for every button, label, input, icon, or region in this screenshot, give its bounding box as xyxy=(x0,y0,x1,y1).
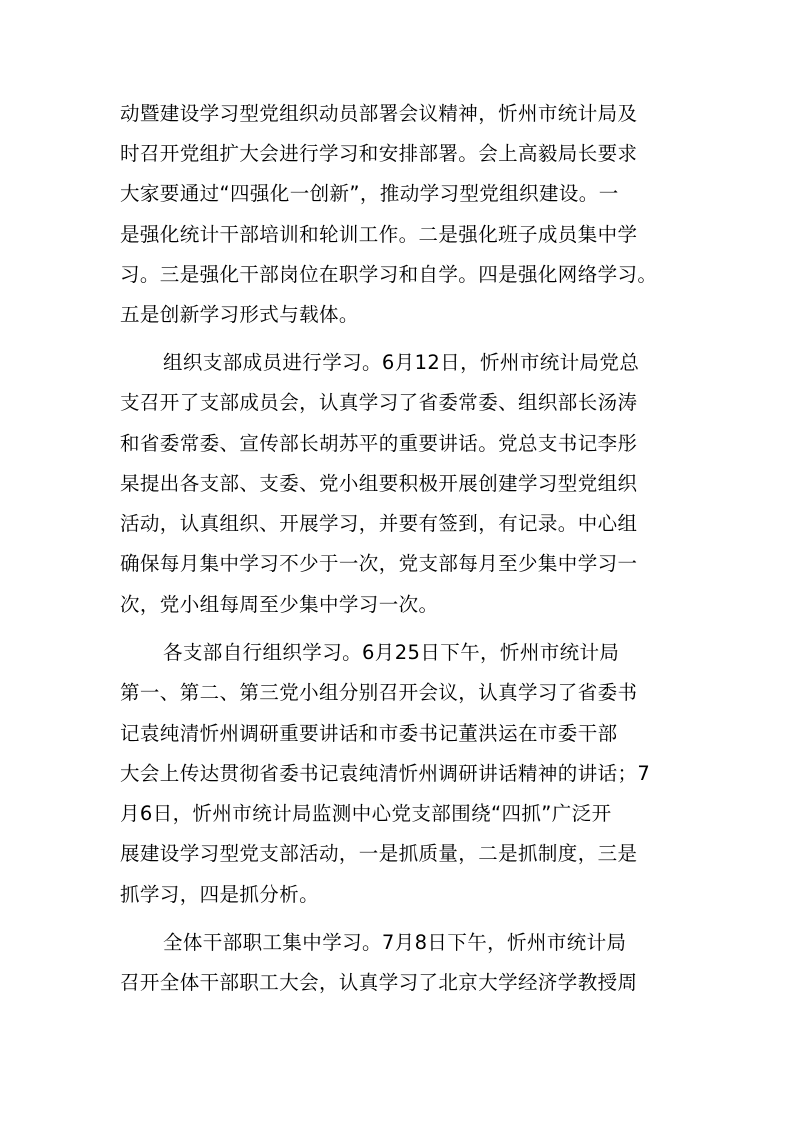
body-line: 召开全体干部职工大会，认真学习了北京大学经济学教授周 xyxy=(120,971,638,994)
body-line: 支召开了支部成员会，认真学习了省委常委、组织部长汤涛 xyxy=(120,391,638,414)
body-line: 展建设学习型党支部活动，一是抓质量，二是抓制度，三是 xyxy=(120,842,638,865)
body-line: 活动，认真组织、开展学习，并要有签到，有记录。中心组 xyxy=(120,512,638,535)
body-line: 动暨建设学习型党组织动员部署会议精神，忻州市统计局及 xyxy=(120,102,638,125)
body-line: 月6日，忻州市统计局监测中心党支部围绕“四抓”广泛开 xyxy=(120,802,612,825)
body-line: 和省委常委、宣传部长胡苏平的重要讲话。党总支书记李彤 xyxy=(120,432,638,455)
paragraph-start-line: 各支部自行组织学习。6月25日下午，忻州市统计局 xyxy=(163,641,620,664)
body-line: 抓学习，四是抓分析。 xyxy=(120,883,320,906)
paragraph-start-line: 组织支部成员进行学习。6月12日，忻州市统计局党总 xyxy=(163,351,640,374)
body-line: 杲提出各支部、支委、党小组要积极开展创建学习型党组织 xyxy=(120,472,638,495)
body-line: 大会上传达贯彻省委书记袁纯清忻州调研讲话精神的讲话；7 xyxy=(120,762,651,785)
body-line: 时召开党组扩大会进行学习和安排部署。会上高毅局长要求 xyxy=(120,142,638,165)
body-line: 确保每月集中学习不少于一次，党支部每月至少集中学习一 xyxy=(120,552,638,575)
body-line: 第一、第二、第三党小组分别召开会议，认真学习了省委书 xyxy=(120,681,638,704)
body-line: 次，党小组每周至少集中学习一次。 xyxy=(120,593,439,616)
body-line: 五是创新学习形式与载体。 xyxy=(120,303,359,326)
paragraph-start-line: 全体干部职工集中学习。7月8日下午，忻州市统计局 xyxy=(163,931,627,954)
body-line: 记袁纯清忻州调研重要讲话和市委书记董洪运在市委干部 xyxy=(120,722,618,745)
body-line: 习。三是强化干部岗位在职学习和自学。四是强化网络学习。 xyxy=(120,263,658,286)
body-line: 是强化统计干部培训和轮训工作。二是强化班子成员集中学 xyxy=(120,223,638,246)
body-line: 大家要通过“四强化一创新”，推动学习型党组织建设。一 xyxy=(120,182,619,205)
